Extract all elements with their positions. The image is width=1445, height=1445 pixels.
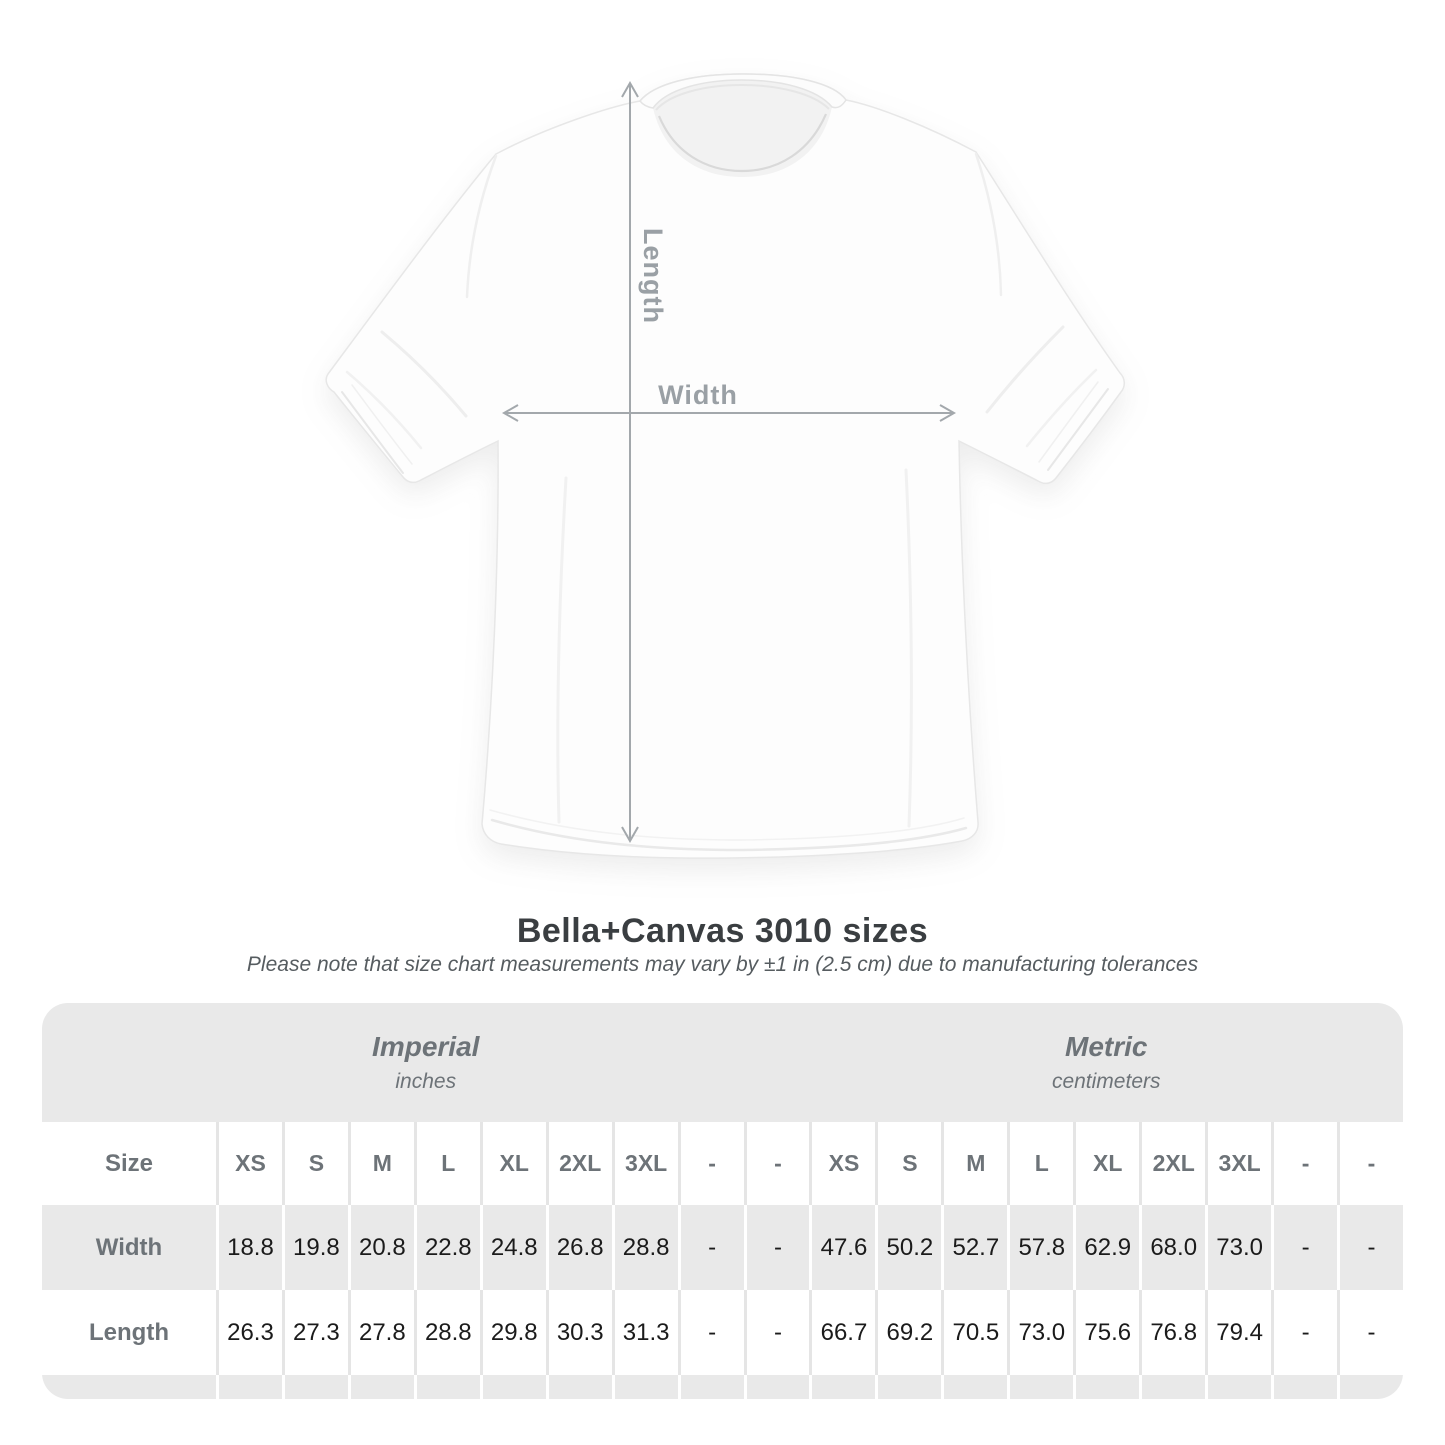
length-value-cell: - (744, 1290, 810, 1375)
table-footer-cell (941, 1375, 1007, 1399)
width-value-cell: 22.8 (414, 1205, 480, 1290)
table-footer-cell (216, 1375, 282, 1399)
imperial-header (42, 1003, 809, 1122)
table-footer-cell (480, 1375, 546, 1399)
width-value-cell: 57.8 (1007, 1205, 1073, 1290)
table-footer-cell (1337, 1375, 1403, 1399)
size-col-header: - (678, 1122, 744, 1205)
table-footer-cell (809, 1375, 875, 1399)
size-col-header: XL (1073, 1122, 1139, 1205)
length-value-cell: 27.3 (282, 1290, 348, 1375)
size-col-header: L (414, 1122, 480, 1205)
size-table (42, 1003, 1403, 1399)
metric-unit: centimeters (1051, 1070, 1161, 1093)
size-col-header: XS (809, 1122, 875, 1205)
tshirt-silhouette (326, 74, 1124, 858)
length-value-cell: 28.8 (414, 1290, 480, 1375)
size-col-header: S (875, 1122, 941, 1205)
width-value-cell: 73.0 (1205, 1205, 1271, 1290)
width-value-cell: - (744, 1205, 810, 1290)
length-value-cell: 26.3 (216, 1290, 282, 1375)
width-row-label: Width (42, 1205, 216, 1290)
table-footer-cell (875, 1375, 941, 1399)
length-value-cell: 69.2 (875, 1290, 941, 1375)
table-footer-cell (1007, 1375, 1073, 1399)
length-row-label: Length (89, 1318, 169, 1346)
width-value-cell: 20.8 (348, 1205, 414, 1290)
width-value-cell: 18.8 (216, 1205, 282, 1290)
size-col-header: - (1337, 1122, 1403, 1205)
length-value-cell: 79.4 (1205, 1290, 1271, 1375)
size-col-header: M (941, 1122, 1007, 1205)
imperial-title: Imperial (372, 1031, 480, 1062)
width-value-cell: 28.8 (612, 1205, 678, 1290)
size-col-header: M (348, 1122, 414, 1205)
imperial-unit: inches (395, 1070, 457, 1093)
table-footer-cell (348, 1375, 414, 1399)
width-value-cell: 52.7 (941, 1205, 1007, 1290)
tolerance-note: Please note that size chart measurements may vary by ±1 in (2.5 cm) due to manufacturing tolerances (246, 953, 1199, 976)
size-col-header: 3XL (1205, 1122, 1271, 1205)
length-value-cell: 66.7 (809, 1290, 875, 1375)
table-footer-cell (612, 1375, 678, 1399)
length-value-cell: - (1337, 1290, 1403, 1375)
size-col-header: XL (480, 1122, 546, 1205)
length-value-cell: 73.0 (1007, 1290, 1073, 1375)
page-title: Bella+Canvas 3010 sizes (516, 912, 929, 950)
table-footer-cell (42, 1375, 216, 1399)
length-value-cell: 30.3 (546, 1290, 612, 1375)
length-value-cell: 29.8 (480, 1290, 546, 1375)
size-col-header: 2XL (1139, 1122, 1205, 1205)
table-footer-cell (678, 1375, 744, 1399)
length-value-cell: 31.3 (612, 1290, 678, 1375)
size-col-header: - (744, 1122, 810, 1205)
width-value-cell: - (1337, 1205, 1403, 1290)
size-col-header: 2XL (546, 1122, 612, 1205)
metric-title: Metric (1065, 1031, 1148, 1062)
length-label: Length (638, 228, 668, 324)
length-value-cell: 75.6 (1073, 1290, 1139, 1375)
size-row-label: Size (104, 1149, 154, 1177)
table-footer-cell (546, 1375, 612, 1399)
size-col-header: S (282, 1122, 348, 1205)
table-footer-cell (1205, 1375, 1271, 1399)
table-footer-cell (282, 1375, 348, 1399)
length-value-cell: 76.8 (1139, 1290, 1205, 1375)
width-value-cell: 50.2 (875, 1205, 941, 1290)
size-col-header: 3XL (612, 1122, 678, 1205)
table-footer-cell (414, 1375, 480, 1399)
size-col-header: - (1271, 1122, 1337, 1205)
tshirt-shape (326, 74, 1124, 858)
width-value-cell: 47.6 (809, 1205, 875, 1290)
width-value-cell: 62.9 (1073, 1205, 1139, 1290)
length-value-cell: 70.5 (941, 1290, 1007, 1375)
width-value-cell: 24.8 (480, 1205, 546, 1290)
width-value-cell: - (678, 1205, 744, 1290)
length-value-cell: 27.8 (348, 1290, 414, 1375)
width-label: Width (658, 380, 738, 410)
size-col-header: XS (216, 1122, 282, 1205)
table-footer-cell (1139, 1375, 1205, 1399)
width-value-cell: 68.0 (1139, 1205, 1205, 1290)
size-col-header: L (1007, 1122, 1073, 1205)
metric-header (809, 1003, 1403, 1122)
table-footer-cell (1073, 1375, 1139, 1399)
table-footer-cell (744, 1375, 810, 1399)
table-footer-cell (1271, 1375, 1337, 1399)
width-value-cell: 26.8 (546, 1205, 612, 1290)
width-value-cell: 19.8 (282, 1205, 348, 1290)
width-value-cell: - (1271, 1205, 1337, 1290)
length-value-cell: - (678, 1290, 744, 1375)
length-value-cell: - (1271, 1290, 1337, 1375)
